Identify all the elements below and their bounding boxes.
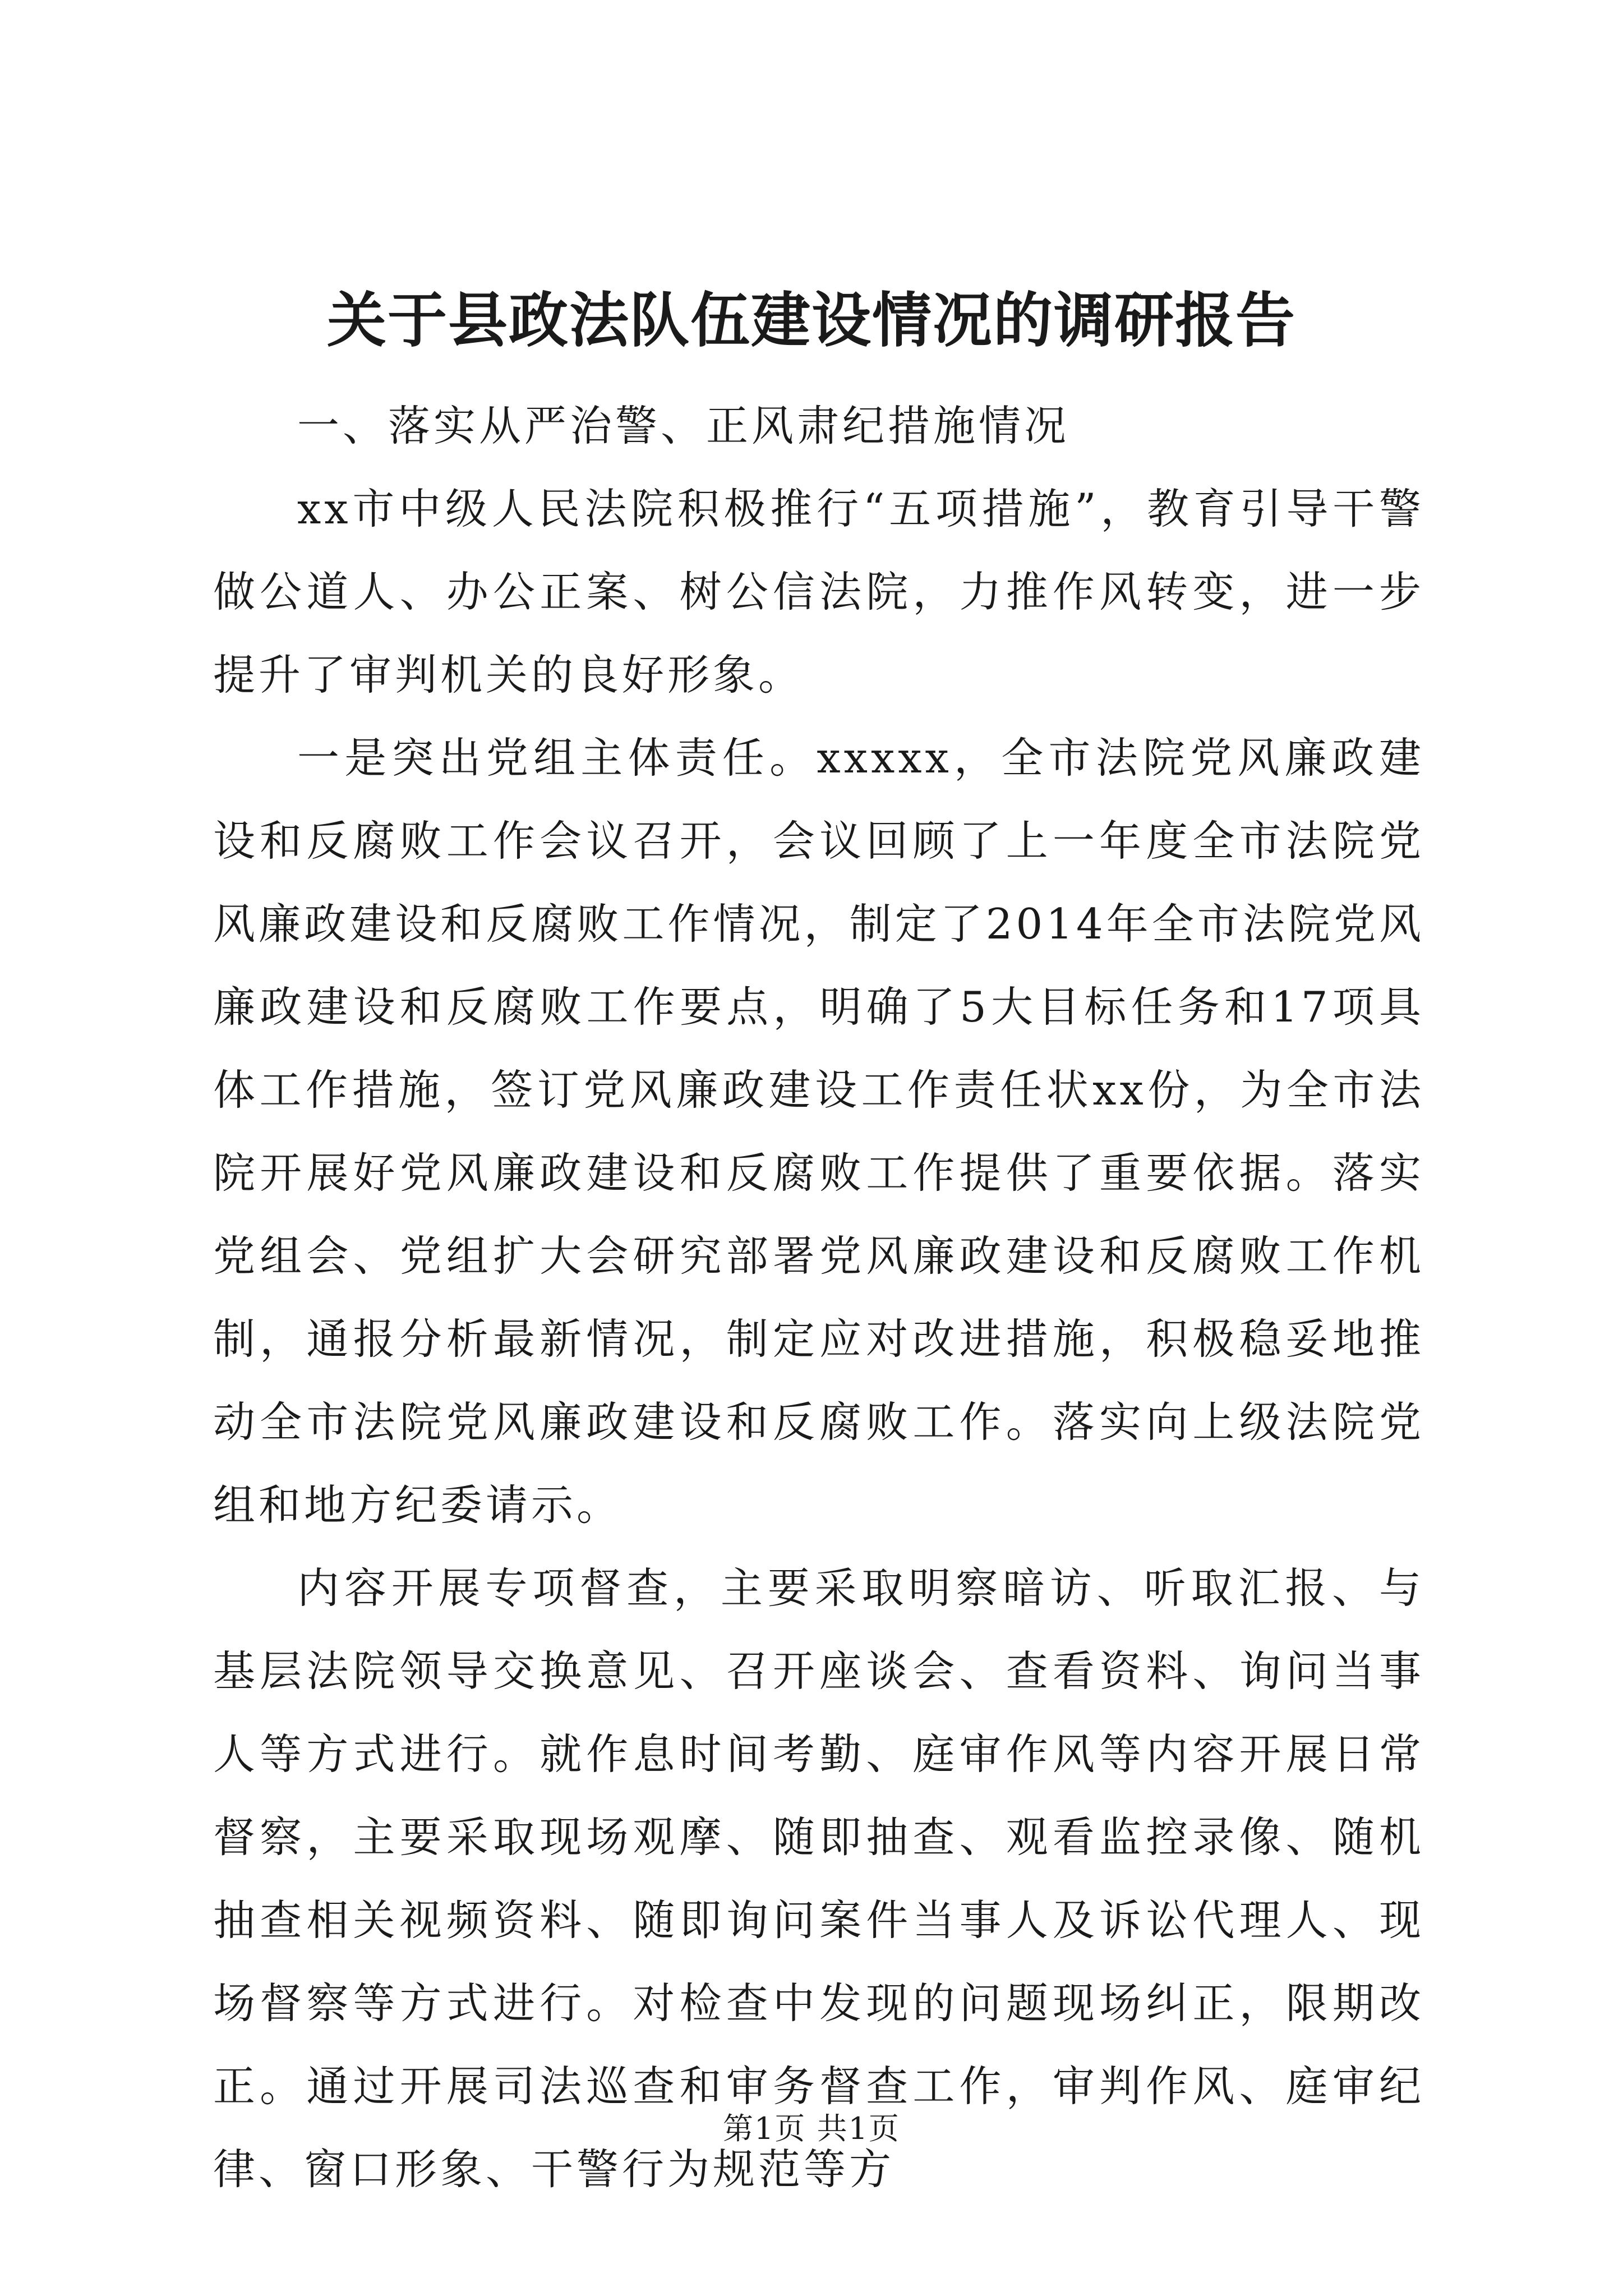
document-title: 关于县政法队伍建设情况的调研报告 <box>327 285 1296 355</box>
page-number-footer: 第1页 共1页 <box>723 2111 900 2146</box>
document-body <box>213 384 1424 2211</box>
section-heading: 一、落实从严治警、正风肃纪措施情况 <box>297 401 1070 450</box>
paragraph-2: 一是突出党组主体责任。xxxxx，全市法院党风廉政建设和反腐败工作会议召开，会议回顾了上一年度全市法院党风廉政建设和反腐败工作情况，制定了2014年全市法院党风廉政建设和反腐败工作要点，明确了5大目标任务和17项具体工作措施，签订党风廉政建设工作责任状xx份，为全市法院开展好党风廉政建设和反腐败工作提供了重要依据。落实党组会、党组扩大会研究部署党风廉政建设和反腐败工作机制，通报分析最新情况，制定应对改进措施，积极稳妥地推动全市法院党风廉政建设和反腐败工作。落实向上级法院党组和地方纪委请示。 <box>213 733 1424 1530</box>
paragraph-1: xx市中级人民法院积极推行“五项措施”，教育引导干警做公道人、办公正案、树公信法院，力推作风转变，进一步提升了审判机关的良好形象。 <box>213 484 1424 700</box>
paragraph-3: 内容开展专项督查，主要采取明察暗访、听取汇报、与基层法院领导交换意见、召开座谈会、查看资料、询问当事人等方式进行。就作息时间考勤、庭审作风等内容开展日常督察，主要采取现场观摩、随即抽查、观看监控录像、随机抽查相关视频资料、随即询问案件当事人及诉讼代理人、现场督察等方式进行。对检查中发现的问题现场纠正，限期改正。通过开展司法巡查和审务督查工作，审判作风、庭审纪律、窗口形象、干警行为规范等方 <box>213 1563 1424 2194</box>
